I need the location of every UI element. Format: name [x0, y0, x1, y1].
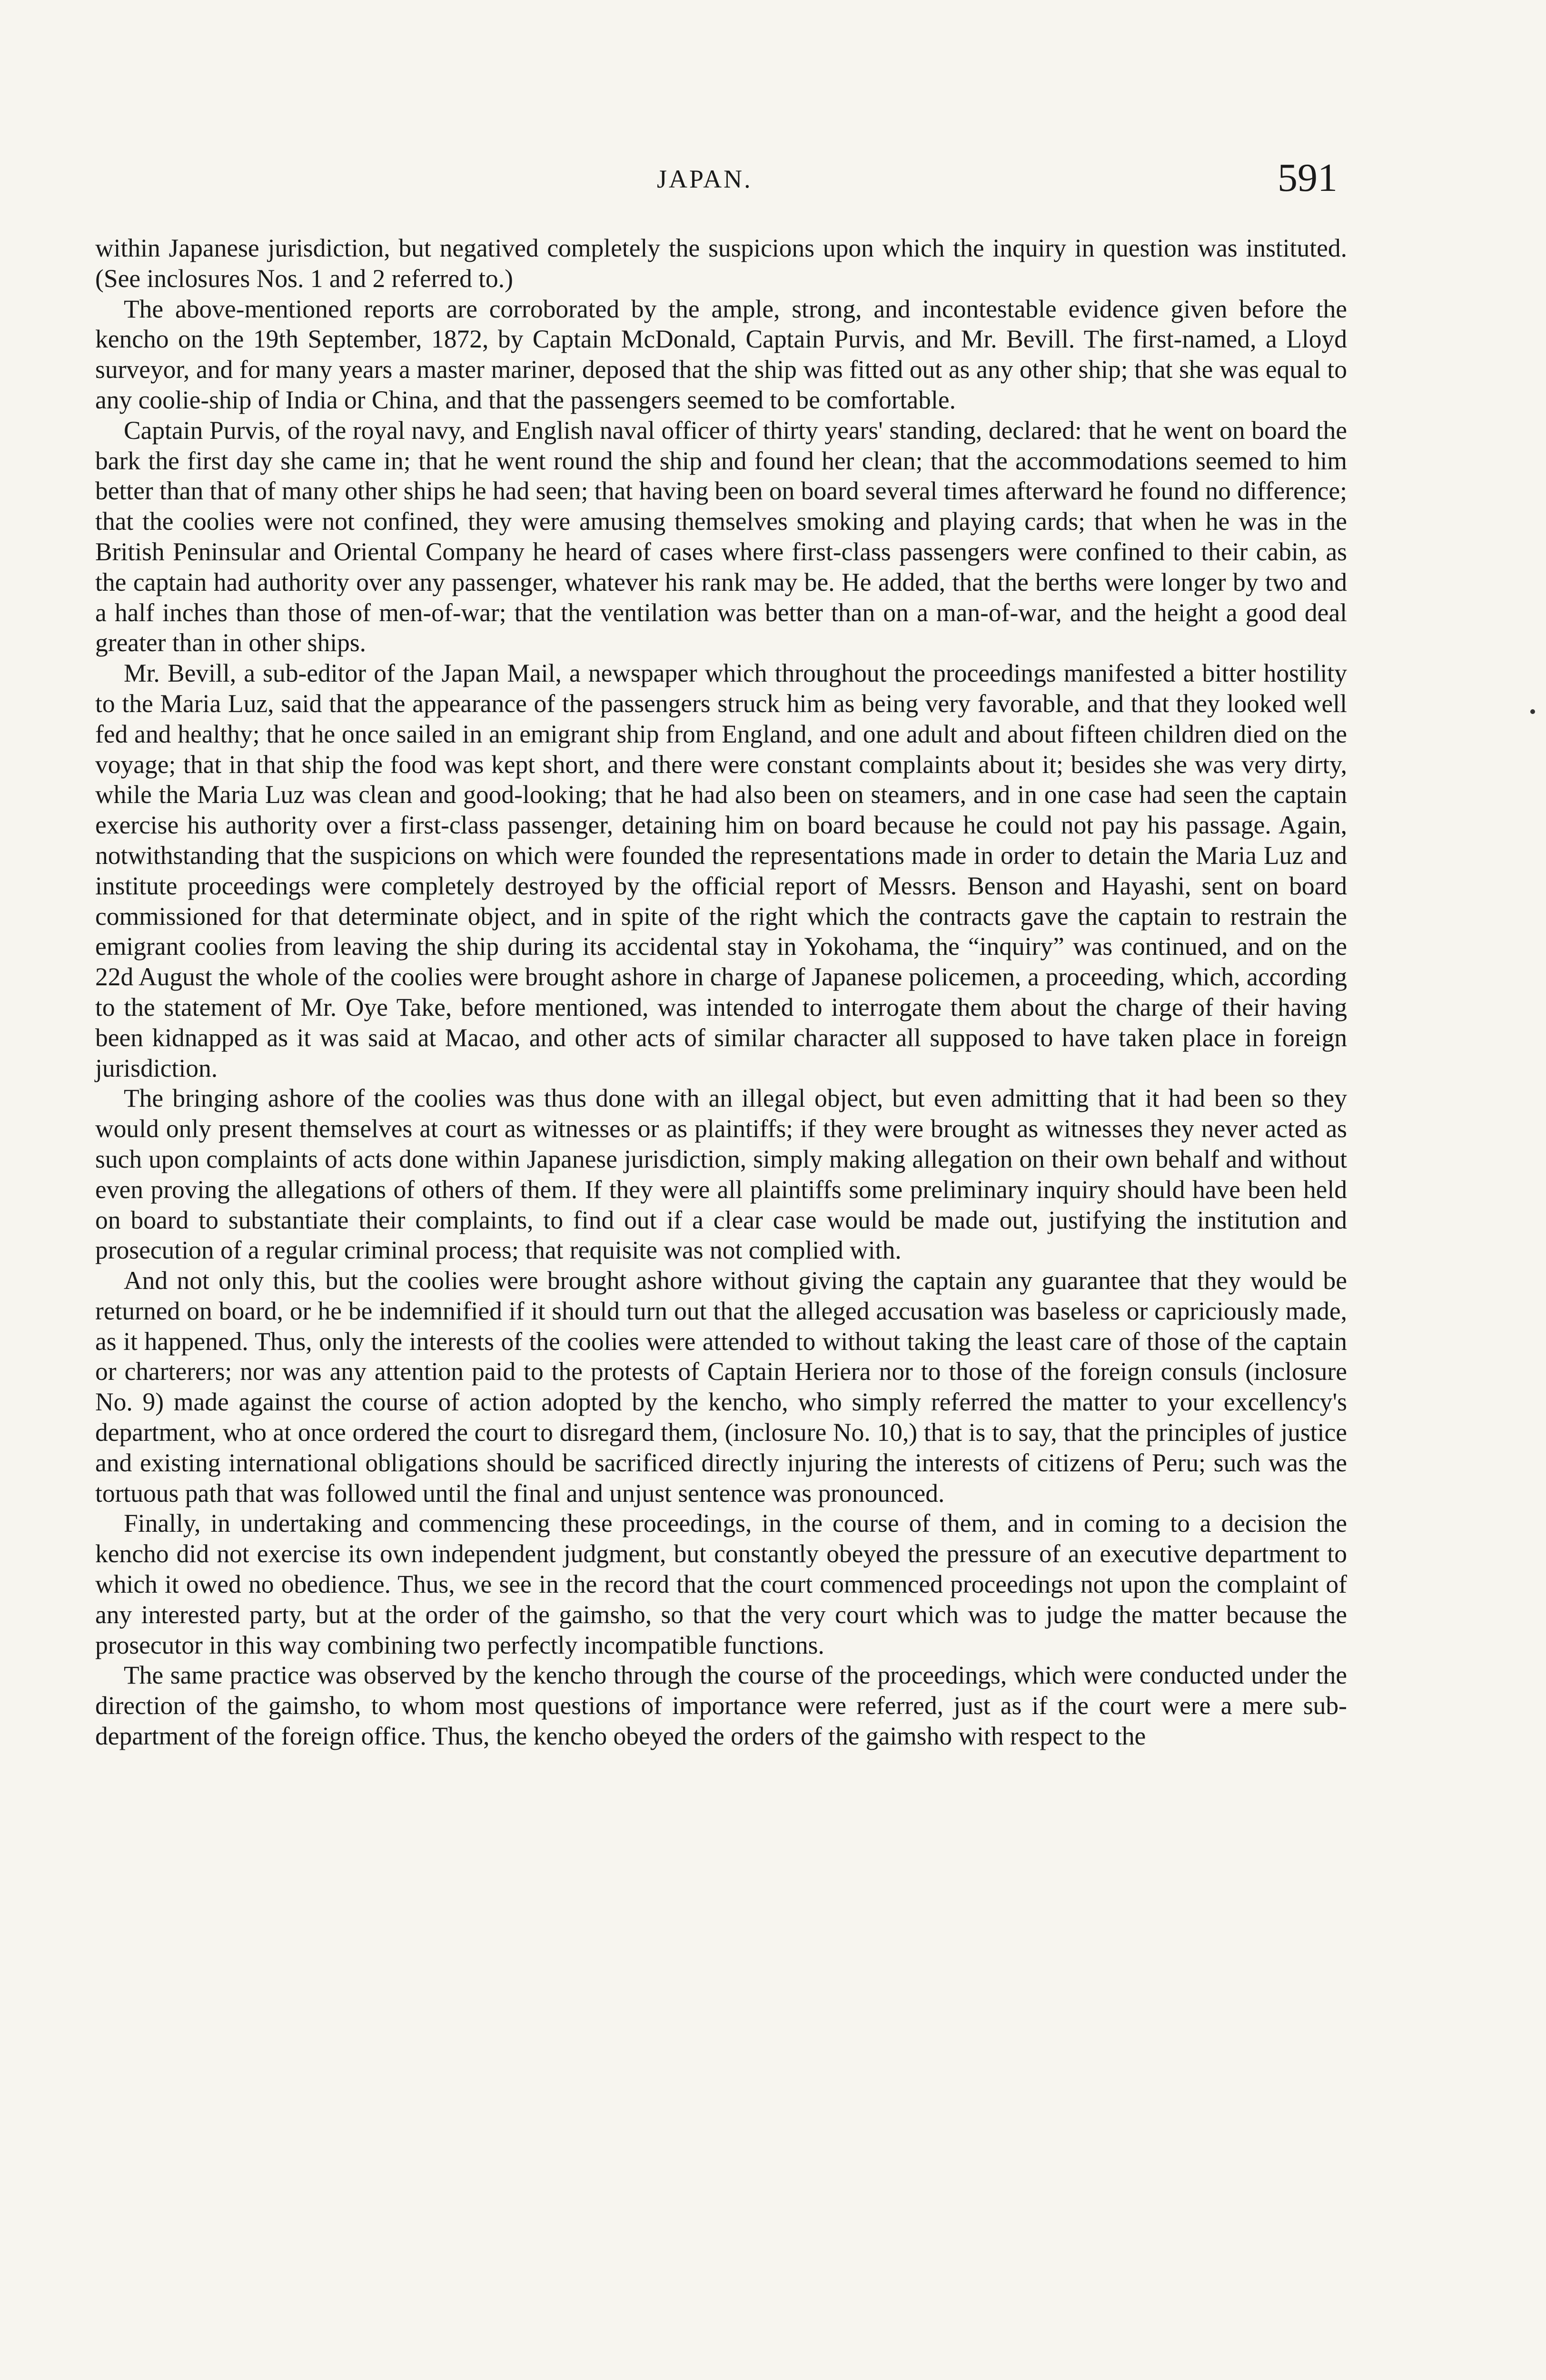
body-text	[95, 233, 1347, 1752]
paragraph-6: And not only this, but the coolies were brought ashore without giving the captain any guarantee that they would be returned on board, or he be indemnified if it should turn out that the alleged accusation was baseless or capriciously made, as it happened. Thus, only the interests of the coolies were attended to without taking the least care of those of the captain or charterers; nor was any attention paid to the protests of Captain Heriera nor to those of the foreign consuls (inclosure No. 9) made against the course of action adopted by the kencho, who simply referred the matter to your excellency's department, who at once ordered the court to disregard them, (inclosure No. 10,) that is to say, that the principles of justice and existing international obligations should be sacrificed directly injuring the interests of citizens of Peru; such was the tortuous path that was followed until the final and unjust sentence was pronounced.	[95, 1266, 1347, 1507]
page-number: 591	[1278, 156, 1338, 200]
paragraph-2: The above-mentioned reports are corroborated by the ample, strong, and incontestable evidence given before the kencho on the 19th September, 1872, by Captain McDonald, Captain Purvis, and Mr. Bevill. The first-named, a Lloyd surveyor, and for many years a master mariner, deposed that the ship was fitted out as any other ship; that she was equal to any coolie-ship of India or China, and that the passengers seemed to be comfortable.	[95, 294, 1347, 414]
paragraph-5: The bringing ashore of the coolies was thus done with an illegal object, but even admitting that it had been so they would only present themselves at court as witnesses or as plaintiffs; if they were brought as witnesses they never acted as such upon complaints of acts done within Japanese jurisdiction, simply making allegation on their own behalf and without even proving the allegations of others of them. If they were all plaintiffs some preliminary inquiry should have been held on board to substantiate their complaints, to find out if a clear case would be made out, justifying the institution and prosecution of a regular criminal process; that requisite was not complied with.	[95, 1084, 1347, 1265]
page-header	[95, 155, 1347, 207]
paragraph-1: within Japanese jurisdiction, but negatived completely the suspicions upon which the inquiry in question was instituted. (See inclosures Nos. 1 and 2 referred to.)	[95, 234, 1347, 293]
paragraph-7: Finally, in undertaking and commencing these proceedings, in the course of them, and in coming to a decision the kencho did not exercise its own independent judgment, but constantly obeyed the pressure of an executive department to which it owed no obedience. Thus, we see in the record that the court commenced proceedings not upon the complaint of any interested party, but at the order of the gaimsho, so that the very court which was to judge the matter because the prosecutor in this way combining two perfectly incompatible functions.	[95, 1509, 1347, 1659]
running-head: JAPAN.	[657, 165, 753, 193]
paragraph-3: Captain Purvis, of the royal navy, and English naval officer of thirty years' standing, declared: that he went on board the bark the first day she came in; that he went round the ship and found her clean; that the accommodations seemed to him better than that of many other ships he had seen; that having been on board several times afterward he found no difference; that the coolies were not confined, they were amusing themselves smoking and playing cards; that when he was in the British Peninsular and Oriental Company he heard of cases where first-class passengers were confined to their cabin, as the captain had authority over any passenger, whatever his rank may be. He added, that the berths were longer by two and a half inches than those of men-of-war; that the ventilation was better than on a man-of-war, and the height a good deal greater than in other ships.	[95, 416, 1347, 657]
ink-speck	[1530, 709, 1535, 714]
paragraph-4: Mr. Bevill, a sub-editor of the Japan Mail, a newspaper which throughout the proceedings manifested a bitter hostility to the Maria Luz, said that the appearance of the passengers struck him as being very favorable, and that they looked well fed and healthy; that he once sailed in an emigrant ship from England, and one adult and about fifteen children died on the voyage; that in that ship the food was kept short, and there were constant complaints about it; besides she was very dirty, while the Maria Luz was clean and good-looking; that he had also been on steamers, and in one case had seen the captain exercise his authority over a first-class passenger, detaining him on board because he could not pay his passage. Again, notwithstanding that the suspicions on which were founded the representations made in order to detain the Maria Luz and institute proceedings were completely destroyed by the official report of Messrs. Benson and Hayashi, sent on board commissioned for that determinate object, and in spite of the right which the contracts gave the captain to restrain the emigrant coolies from leaving the ship during its accidental stay in Yokohama, the “inquiry” was continued, and on the 22d August the whole of the coolies were brought ashore in charge of Japanese policemen, a proceeding, which, according to the statement of Mr. Oye Take, before mentioned, was intended to interrogate them about the charge of their having been kidnapped as it was said at Macao, and other acts of similar character all supposed to have taken place in foreign jurisdiction.	[95, 659, 1347, 1082]
paragraph-8: The same practice was observed by the kencho through the course of the proceedings, which were conducted under the direction of the gaimsho, to whom most questions of importance were referred, just as if the court were a mere sub-department of the foreign office. Thus, the kencho obeyed the orders of the gaimsho with respect to the	[95, 1661, 1347, 1751]
